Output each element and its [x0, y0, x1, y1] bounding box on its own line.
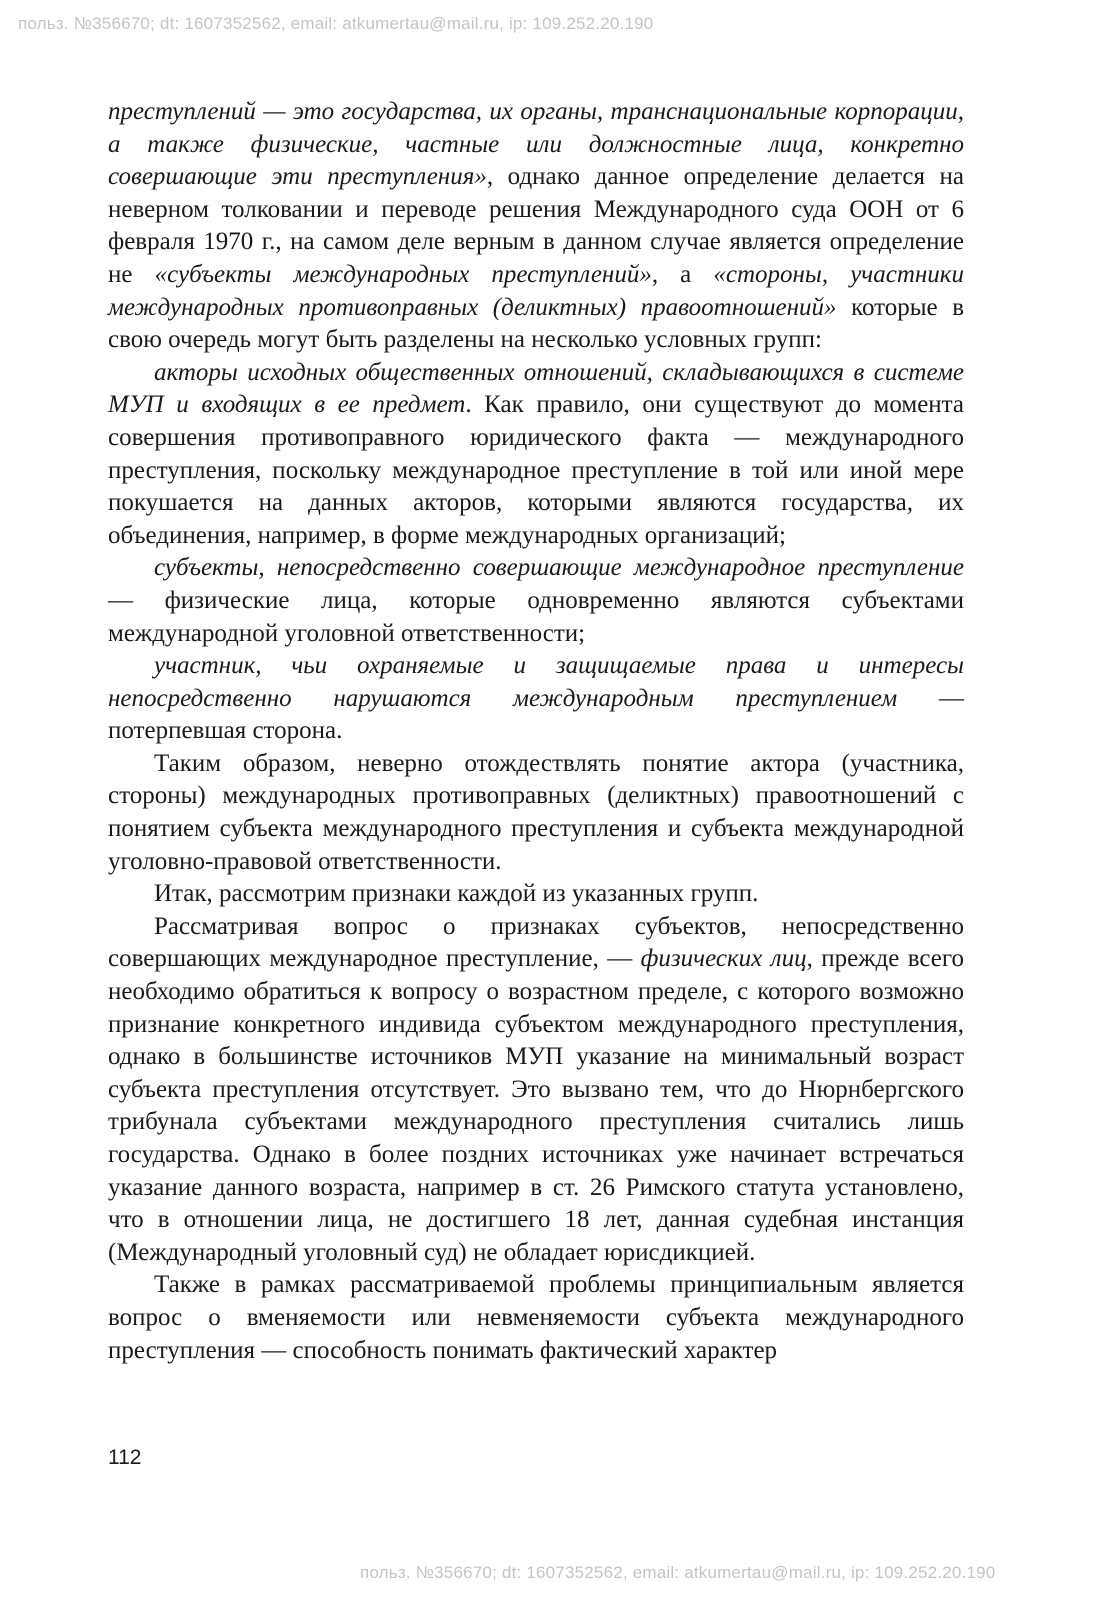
list-item-subjects — [108, 552, 964, 650]
paragraph — [108, 748, 964, 878]
text-span: «субъекты международных преступлений» — [154, 260, 652, 288]
text-span: — физические лица, которые одновременно являются субъектами международной уголовной ответственности; — [108, 586, 964, 647]
text-span: , однако данное определение делается на неверном толковании и переводе решения Международного суда ООН от 6 февраля 1970 г., на самом деле верным в данном случае является определение не — [108, 163, 965, 288]
text-span: , прежде всего необходимо обратиться к вопросу о возрастном пределе, с которого возможно признание конкретного индивида субъектом международного преступления, однако в большинстве источников МУП указание на минимальный возраст субъекта преступления отсутствует. Это вызвано тем, что до Нюрнбергского трибунала субъектами международного преступления считались лишь государства. Однако в более поздних источниках уже начинает встречаться указание данного возраста, например в ст. 26 Римского статута установлено, что в отношении лица, не достигшего 18 лет, данная судебная инстанция (Международный уголовный суд) не обладает юрисдикцией. — [108, 945, 965, 1266]
text-span: Также в рамках рассматриваемой проблемы принципиальным является вопрос о вменяемости или невменяемости субъекта международного преступления — способность понимать фактический характер — [108, 1271, 964, 1364]
paragraph — [108, 878, 964, 911]
text-span: — потерпевшая сторона. — [108, 684, 964, 745]
text-span: которые в свою очередь могут быть разделены на несколько условных групп: — [108, 293, 965, 354]
text-span: . Как правило, они существуют до момента совершения противоправного юридического факта — международного преступления, поскольку международное преступление в той или иной мере покушается на данных акторов, которыми являются государства, их объединения, например, в форме международных организаций; — [108, 391, 965, 549]
text-span: «стороны, участники международных противоправных (деликтных) правоотношений» — [108, 260, 964, 321]
text-span: участник, чьи охраняемые и защищаемые права и интересы непосредственно нарушаются международным преступлением — [108, 652, 964, 712]
page-body — [108, 96, 964, 1367]
text-span: преступлений — это государства, их органы, транснациональные корпорации, а также физические, частные или должностные лица, конкретно совершающие эти преступления» — [108, 98, 964, 191]
watermark-top: польз. №356670; dt: 1607352562, email: atkumertau@mail.ru, ip: 109.252.20.190 — [18, 14, 654, 33]
text-span: Рассматривая вопрос о признаках субъектов, непосредственно совершающих международное преступление, — — [108, 912, 964, 973]
text-span: Таким образом, неверно отождествлять понятие актора (участника, стороны) международных противоправных (деликтных) правоотношений с понятием субъекта международного преступления и субъекта международной уголовно-правовой ответственности. — [108, 749, 964, 875]
text-span: физических лиц — [640, 945, 807, 973]
text-span: субъекты, непосредственно совершающие международное преступление — [154, 554, 964, 582]
text-span: Итак, рассмотрим признаки каждой из указанных групп. — [154, 880, 759, 908]
page-number: 112 — [108, 1446, 142, 1469]
list-item-participant — [108, 650, 964, 748]
watermark-bottom: польз. №356670; dt: 1607352562, email: atkumertau@mail.ru, ip: 109.252.20.190 — [360, 1563, 996, 1582]
paragraph — [108, 911, 964, 1270]
paragraph-continuation — [108, 96, 964, 357]
paragraph — [108, 1269, 964, 1367]
list-item-actors — [108, 357, 964, 553]
text-span: акторы исходных общественных отношений, складывающихся в системе МУП и входящих в ее предмет — [108, 358, 964, 419]
text-span: , а — [651, 260, 714, 288]
